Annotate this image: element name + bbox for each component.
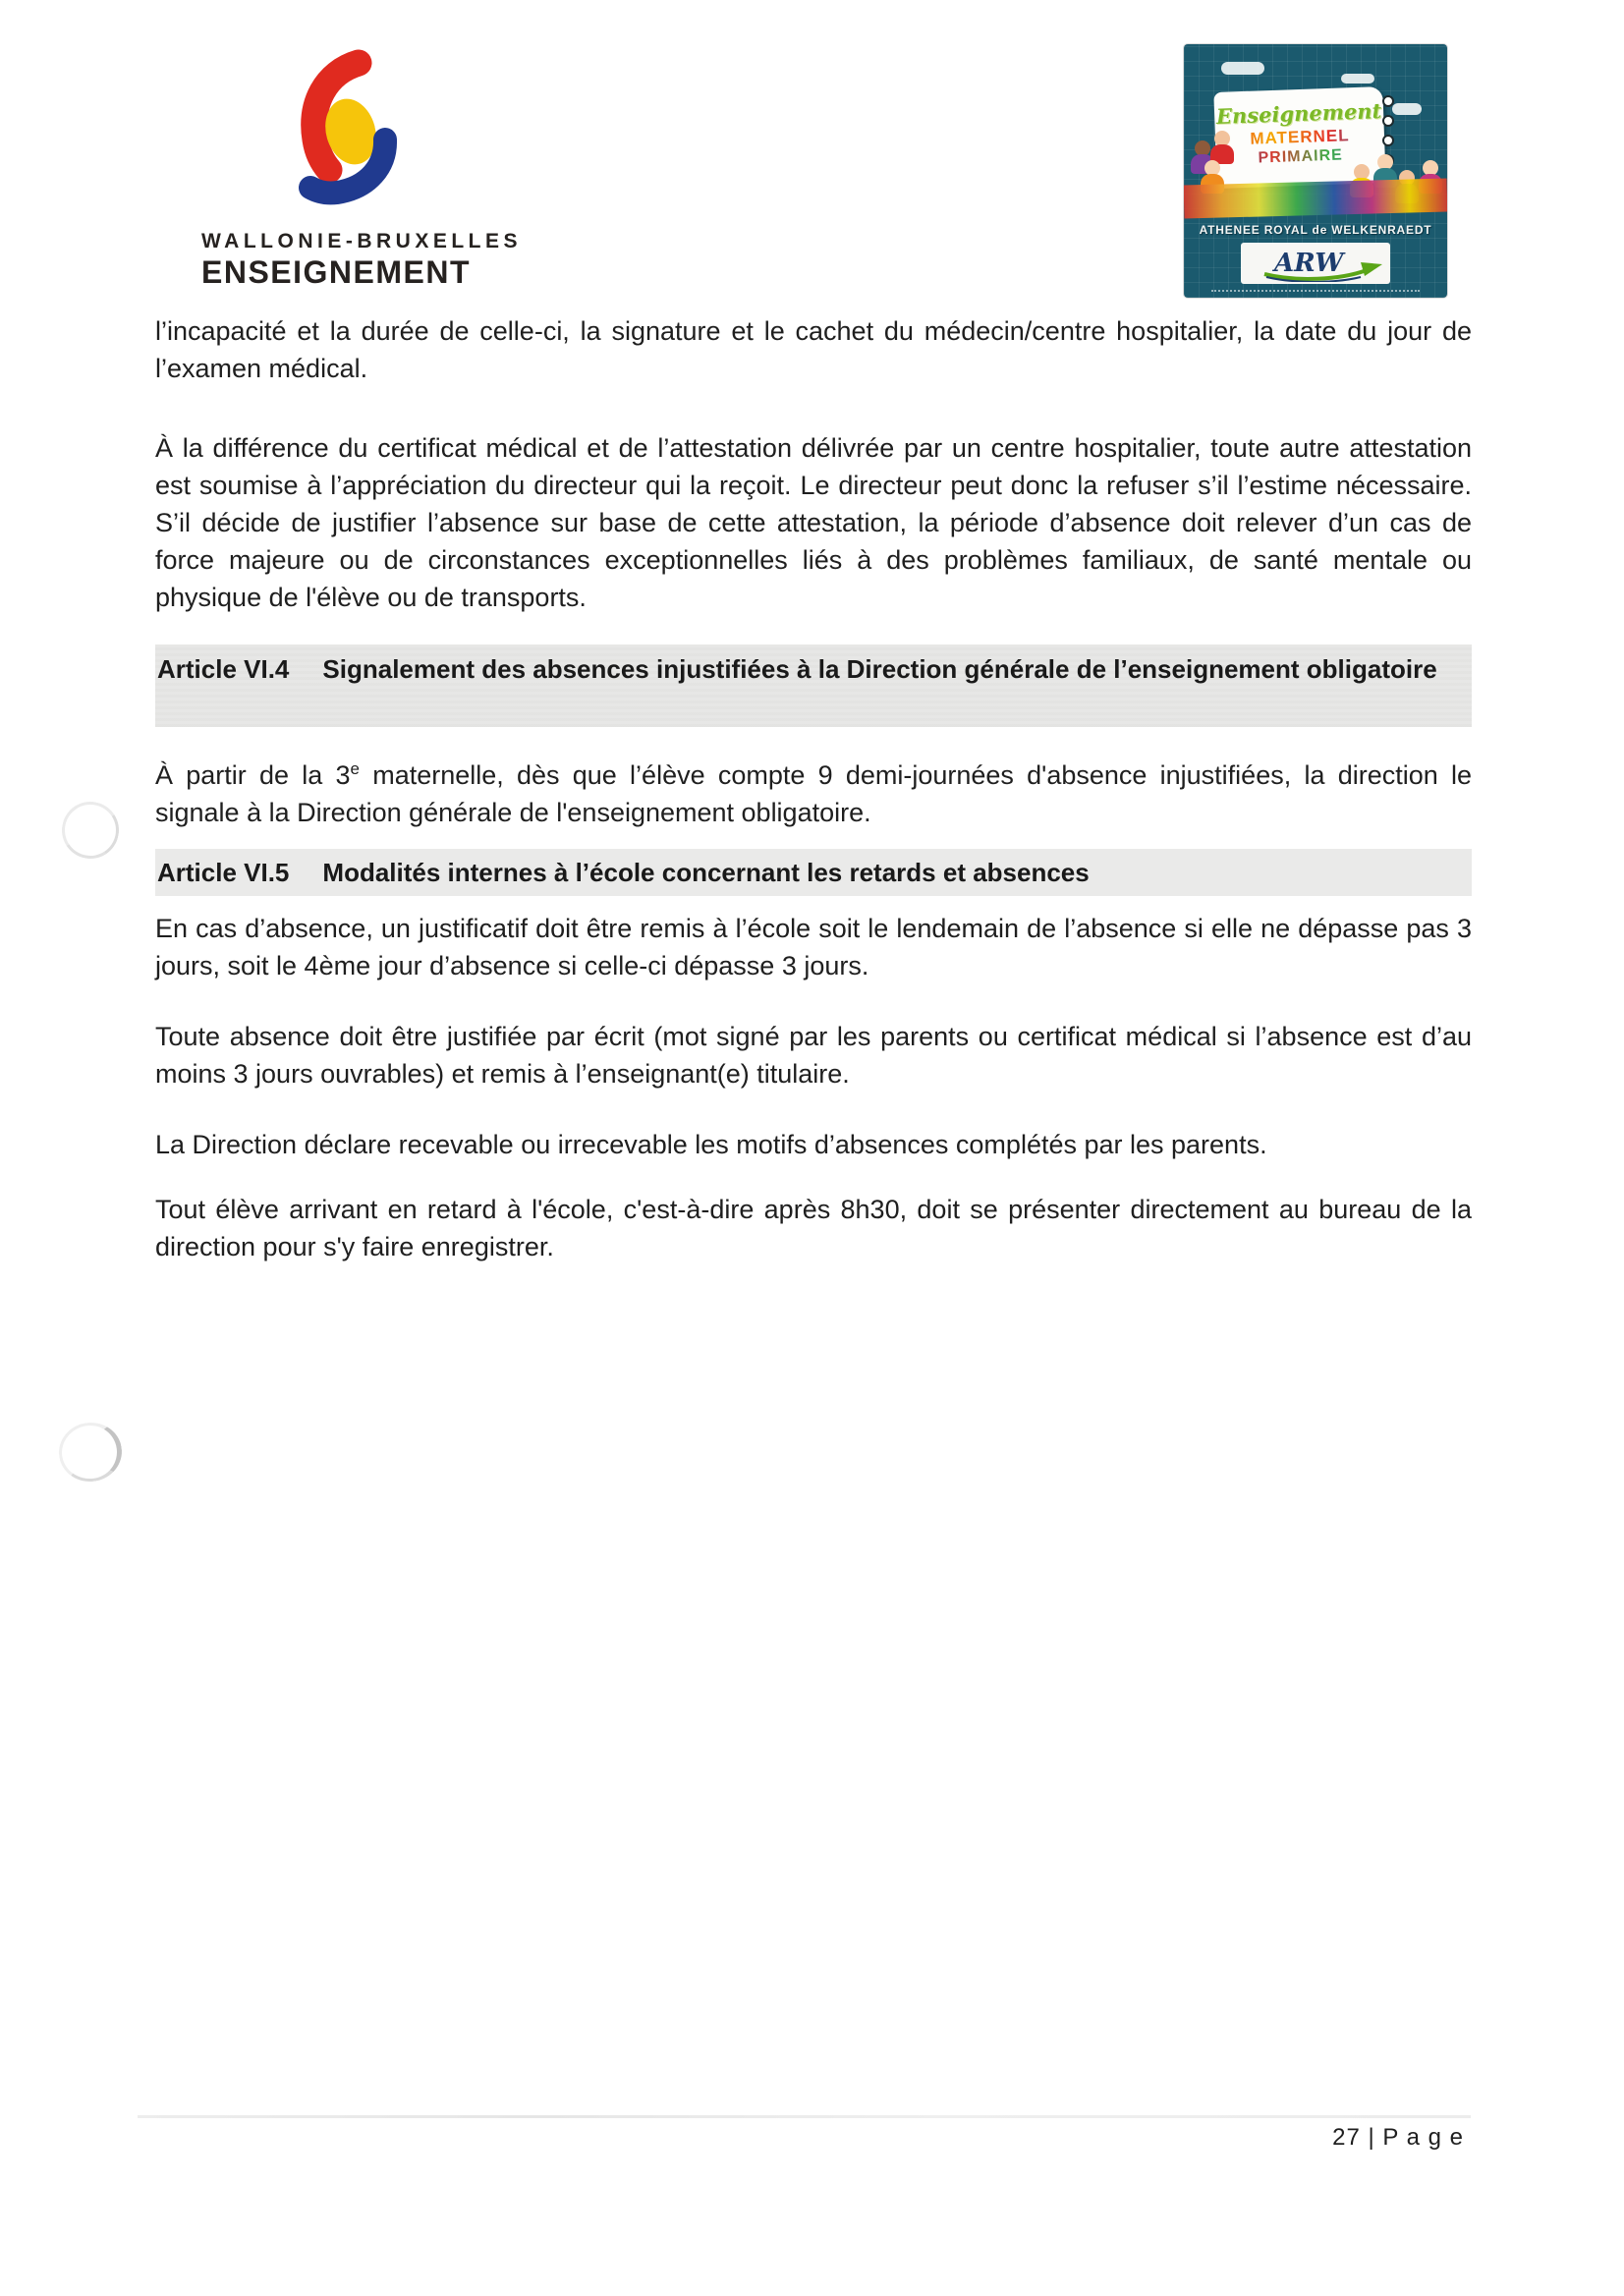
school-logo-script-title: Enseignement (1215, 98, 1382, 129)
cloud-icon (1221, 62, 1264, 75)
wbe-logo (201, 49, 522, 291)
paragraph: À partir de la 3e maternelle, dès que l’élève compte 9 demi-journées d'absence injustifiées, la direction le signale à la Direction générale de l'enseignement obligatoire. (155, 759, 1472, 827)
cloud-icon (1341, 74, 1374, 84)
document-body (155, 307, 1472, 1265)
article-title: Modalités internes à l’école concernant les retards et absences (322, 858, 1090, 887)
school-name: ATHENEE ROYAL de WELKENRAEDT (1199, 223, 1432, 237)
wbe-wordmark-line2: ENSEIGNEMENT (201, 254, 472, 290)
arw-logo-icon (1247, 245, 1384, 282)
scan-artifact-ring (57, 797, 125, 865)
superscript: e (350, 759, 360, 778)
footer-separator (138, 2115, 1471, 2118)
logo-fine-print (1211, 290, 1420, 292)
school-logo (1184, 44, 1447, 298)
scan-artifact-ring (55, 1419, 126, 1485)
article-number: Article VI.4 (157, 654, 290, 684)
paragraph: Tout élève arrivant en retard à l'école, c'est-à-dire après 8h30, doit se présenter directement au bureau de la direction pour s'y faire enregistrer. (155, 1195, 1472, 1261)
wbe-wordmark-line1: WALLONIE-BRUXELLES (201, 230, 522, 252)
article-number: Article VI.5 (157, 858, 290, 887)
paragraph: Toute absence doit être justifiée par écrit (mot signé par les parents ou certificat médical si l’absence est d’au moins 3 jours ouvrables) et remis à l’enseignant(e) titulaire. (155, 1022, 1472, 1089)
arw-logo (1241, 243, 1390, 284)
article-heading-vi5 (155, 849, 1472, 896)
wbe-logo-icon (274, 49, 400, 214)
paragraph: En cas d’absence, un justificatif doit être remis à l’école soit le lendemain de l’absence si elle ne dépasse pas 3 jours, soit le 4ème jour d’absence si celle-ci dépasse 3 jours. (155, 914, 1472, 980)
graffiti-band (1184, 178, 1447, 218)
child-figure-icon (1209, 131, 1235, 164)
paragraph: l’incapacité et la durée de celle-ci, la signature et le cachet du médecin/centre hospitalier, la date du jour de l’examen médical. (155, 316, 1472, 383)
paragraph: La Direction déclare recevable ou irrecevable les motifs d’absences complétés par les parents. (155, 1130, 1267, 1159)
article-title: Signalement des absences injustifiées à la Direction générale de l’enseignement obligatoire (322, 654, 1437, 684)
cloud-icon (1392, 103, 1422, 115)
svg-text:ARW: ARW (1274, 249, 1344, 278)
school-logo-primaire: PRIMAIRE (1215, 145, 1385, 169)
paragraph: À la différence du certificat médical et de l’attestation délivrée par un centre hospitalier, toute autre attestation est soumise à l’appréciation du directeur qui la reçoit. Le directeur peut donc la refuser s’il l’estime nécessaire. S’il décide de justifier l’absence sur base de cette attestation, la période d’absence doit relever d’un cas de force majeure ou de circonstances exceptionnelles liés à des problèmes familiaux, de santé mentale ou physique de l'élève ou de transports. (155, 433, 1472, 612)
page-number: 27 | P a g e (1332, 2124, 1464, 2151)
school-logo-maternel: MATERNEL (1215, 125, 1385, 150)
article-heading-vi4 (155, 644, 1472, 727)
